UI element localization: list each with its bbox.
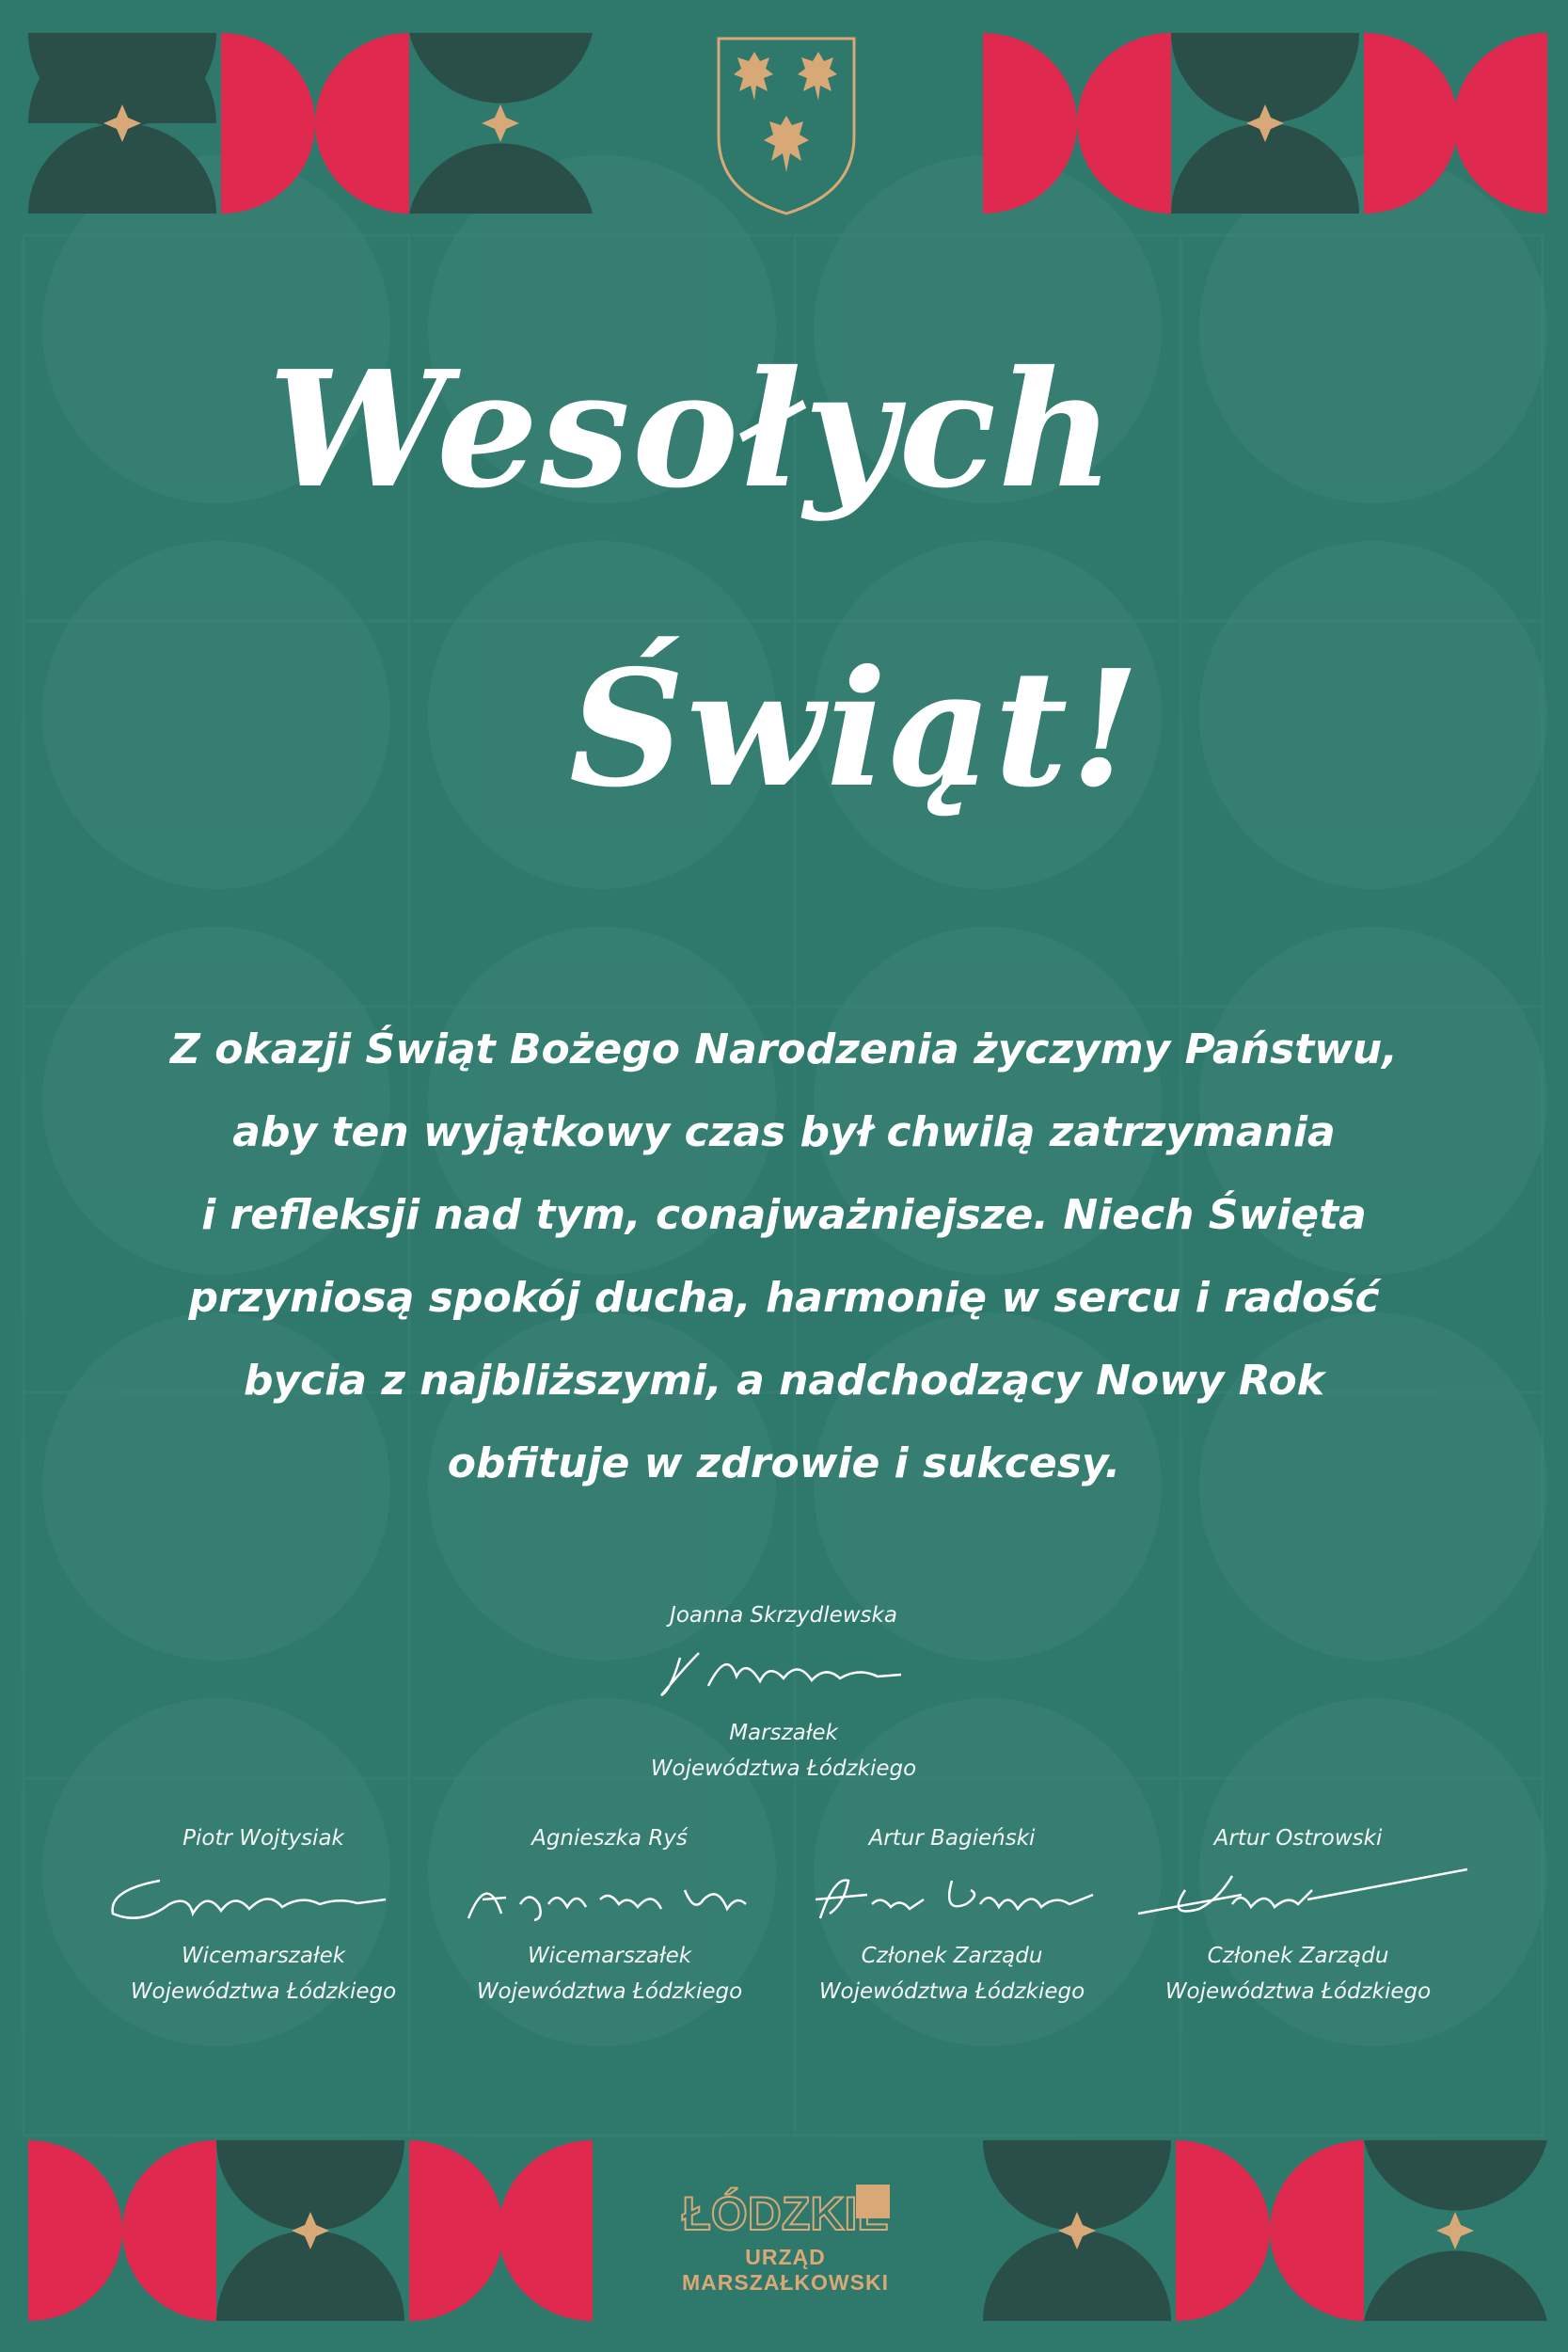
signature-block-vice-marshal-1 <box>94 1825 433 2010</box>
greeting-line: bycia z najbliższymi, a nadchodzący Nowy Rok <box>243 1357 1324 1405</box>
signatory-region: Województwa Łódzkiego <box>1164 1979 1432 2004</box>
signature-block-vice-marshal-2 <box>440 1825 779 2010</box>
signatory-role: Członek Zarządu <box>861 1944 1043 1968</box>
decorative-band-bottom-right <box>983 2140 1547 2321</box>
signatory-name: Joanna Skrzydlewska <box>670 1603 897 1628</box>
greeting-line: przyniosą spokój ducha, harmonię w sercu i radość <box>188 1274 1380 1322</box>
headline-line-1: Wesołych <box>268 336 1117 524</box>
lodzkie-logo <box>640 2183 931 2295</box>
lodzkie-logo-icon <box>654 2183 917 2241</box>
signatory-role: Marszałek <box>729 1721 838 1745</box>
signatory-role: Członek Zarządu <box>1207 1944 1389 1968</box>
logo-subtitle: URZĄD MARSZAŁKOWSKI <box>682 2245 889 2295</box>
signatory-region: Województwa Łódzkiego <box>476 1979 743 2004</box>
decorative-band-top-left <box>28 33 593 214</box>
signature-icon <box>1129 1851 1486 1938</box>
signature-icon <box>103 1851 423 1938</box>
signatory-name: Agnieszka Ryś <box>531 1826 688 1851</box>
greeting-line: obfituje w zdrowie i sukcesy. <box>447 1439 1121 1487</box>
logo-wordmark: ŁÓDZKIE <box>682 2187 889 2240</box>
signatory-role: Wicemarszałek <box>527 1944 692 1968</box>
signature-block-board-member-2 <box>1129 1825 1467 2010</box>
signatory-name: Artur Ostrowski <box>1213 1826 1383 1851</box>
signature-icon <box>642 1629 925 1715</box>
signatory-name: Piotr Wojtysiak <box>182 1826 344 1851</box>
greeting-text <box>56 1009 1512 1505</box>
coat-of-arms-icon <box>711 33 862 217</box>
signature-block-board-member-1 <box>783 1825 1121 2010</box>
decorative-band-top-right <box>983 33 1547 214</box>
signatory-region: Województwa Łódzkiego <box>130 1979 397 2004</box>
signature-icon <box>792 1851 1112 1938</box>
signature-icon <box>450 1851 769 1938</box>
signatory-region: Województwa Łódzkiego <box>818 1979 1085 2004</box>
signatory-name: Artur Bagieński <box>868 1826 1036 1851</box>
signatory-region: Województwa Łódzkiego <box>650 1756 917 1781</box>
headline-line-2: Świąt! <box>569 635 1142 823</box>
signature-block-marshal <box>595 1602 972 1787</box>
greeting-line: i refleksji nad tym, conajważniejsze. Niech Święta <box>201 1191 1367 1239</box>
decorative-band-bottom-left <box>28 2140 593 2321</box>
greeting-line: Z okazji Świąt Bożego Narodzenia życzymy Państwu, <box>170 1025 1398 1073</box>
signatory-role: Wicemarszałek <box>181 1944 346 1968</box>
greeting-line: aby ten wyjątkowy czas był chwilą zatrzymania <box>232 1108 1336 1156</box>
